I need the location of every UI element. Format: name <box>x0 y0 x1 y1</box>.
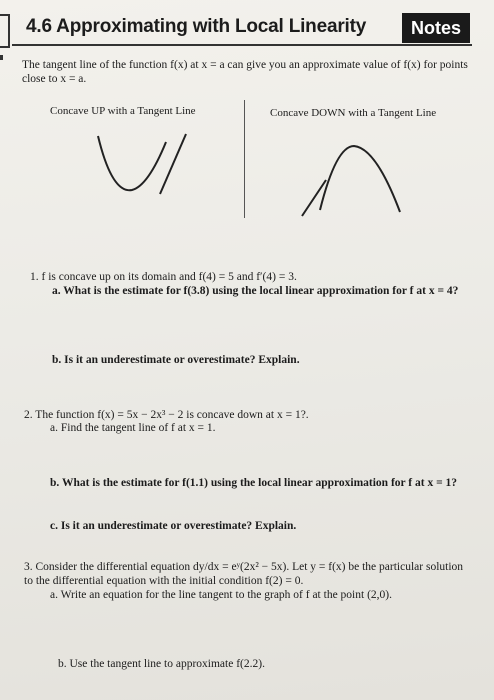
tangent-line-up <box>160 134 186 194</box>
problem-1b: b. Is it an underestimate or overestimate? Explain. <box>52 354 300 366</box>
problem-2c: c. Is it an underestimate or overestimate? Explain. <box>50 520 297 532</box>
problem-2b: b. What is the estimate for f(1.1) using the local linear approximation for f at x = 1? <box>50 477 458 489</box>
problem-2a: a. Find the tangent line of f at x = 1. <box>50 422 216 434</box>
intro-text: The tangent line of the function f(x) at x = a can give you an approximate value of f(x) for points close to x = a. <box>22 59 468 85</box>
problem-3-stem: 3. Consider the differential equation dy/dx = eʸ(2x² − 5x). Let y = f(x) be the particular solution to the differential equation with the initial condition f(2) = 0. <box>24 561 464 587</box>
concave-down-graph <box>296 138 416 218</box>
page-corner-mark <box>0 14 10 48</box>
problem-2-stem: 2. The function f(x) = 5x − 2x³ − 2 is concave down at x = 1?. <box>24 409 309 421</box>
figure-divider <box>244 100 245 218</box>
notes-badge: Notes <box>402 13 470 43</box>
concave-down-curve <box>320 146 400 212</box>
problem-1a: a. What is the estimate for f(3.8) using the local linear approximation for f at x = 4? <box>52 285 459 297</box>
concave-down-caption: Concave DOWN with a Tangent Line <box>270 107 437 119</box>
concave-up-curve <box>98 136 166 190</box>
title-underline <box>12 44 472 46</box>
problem-1-stem: 1. f is concave up on its domain and f(4) = 5 and f′(4) = 3. <box>30 271 297 283</box>
concave-up-caption: Concave UP with a Tangent Line <box>50 105 196 117</box>
problem-3a: a. Write an equation for the line tangent to the graph of f at the point (2,0). <box>50 589 392 601</box>
concave-up-graph <box>90 122 200 202</box>
page-title: 4.6 Approximating with Local Linearity <box>26 16 367 37</box>
problem-3b: b. Use the tangent line to approximate f(2.2). <box>58 658 265 670</box>
page-edge-mark <box>0 55 3 60</box>
